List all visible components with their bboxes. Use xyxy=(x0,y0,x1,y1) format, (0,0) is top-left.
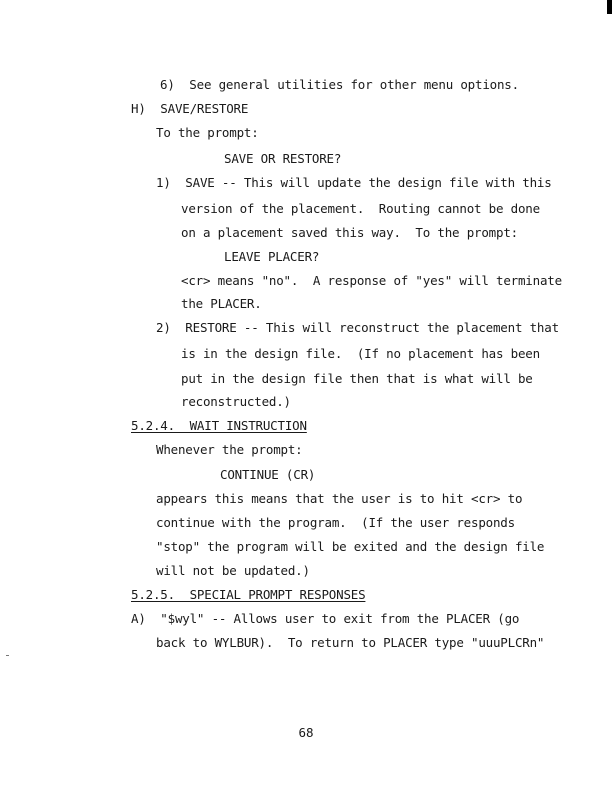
text-line: "stop" the program will be exited and the design file xyxy=(156,539,545,554)
text-line: on a placement saved this way. To the prompt: xyxy=(181,225,518,240)
prompt-text: CONTINUE (CR) xyxy=(220,467,316,482)
text-line: reconstructed.) xyxy=(181,394,291,409)
text-line-utilities-item: 6) See general utilities for other menu options. xyxy=(160,77,519,92)
prompt-text: LEAVE PLACER? xyxy=(224,249,320,264)
text-line: Whenever the prompt: xyxy=(156,442,303,457)
scan-edge-mark xyxy=(607,0,612,14)
text-line: continue with the program. (If the user responds xyxy=(156,515,515,530)
section-heading-wait-instruction: 5.2.4. WAIT INSTRUCTION xyxy=(131,418,307,433)
section-heading-save-restore: H) SAVE/RESTORE xyxy=(131,101,249,116)
text-line: put in the design file then that is what will be xyxy=(181,371,533,386)
text-line: <cr> means "no". A response of "yes" will terminate xyxy=(181,273,562,288)
text-line: appears this means that the user is to hit <cr> to xyxy=(156,491,523,506)
list-item-wyl: A) "$wyl" -- Allows user to exit from the PLACER (go xyxy=(131,611,520,626)
text-line: will not be updated.) xyxy=(156,563,310,578)
page-number: 68 xyxy=(298,725,314,740)
list-item-save: 1) SAVE -- This will update the design file with this xyxy=(156,175,552,190)
scan-speck xyxy=(6,655,9,656)
text-line: is in the design file. (If no placement has been xyxy=(181,346,540,361)
section-heading-special-prompt-responses: 5.2.5. SPECIAL PROMPT RESPONSES xyxy=(131,587,366,602)
text-line: back to WYLBUR). To return to PLACER type "uuuPLCRn" xyxy=(156,635,545,650)
text-line: version of the placement. Routing cannot be done xyxy=(181,201,540,216)
text-line: To the prompt: xyxy=(156,125,259,140)
list-item-restore: 2) RESTORE -- This will reconstruct the placement that xyxy=(156,320,559,335)
prompt-text: SAVE OR RESTORE? xyxy=(224,151,342,166)
text-line: the PLACER. xyxy=(181,296,262,311)
